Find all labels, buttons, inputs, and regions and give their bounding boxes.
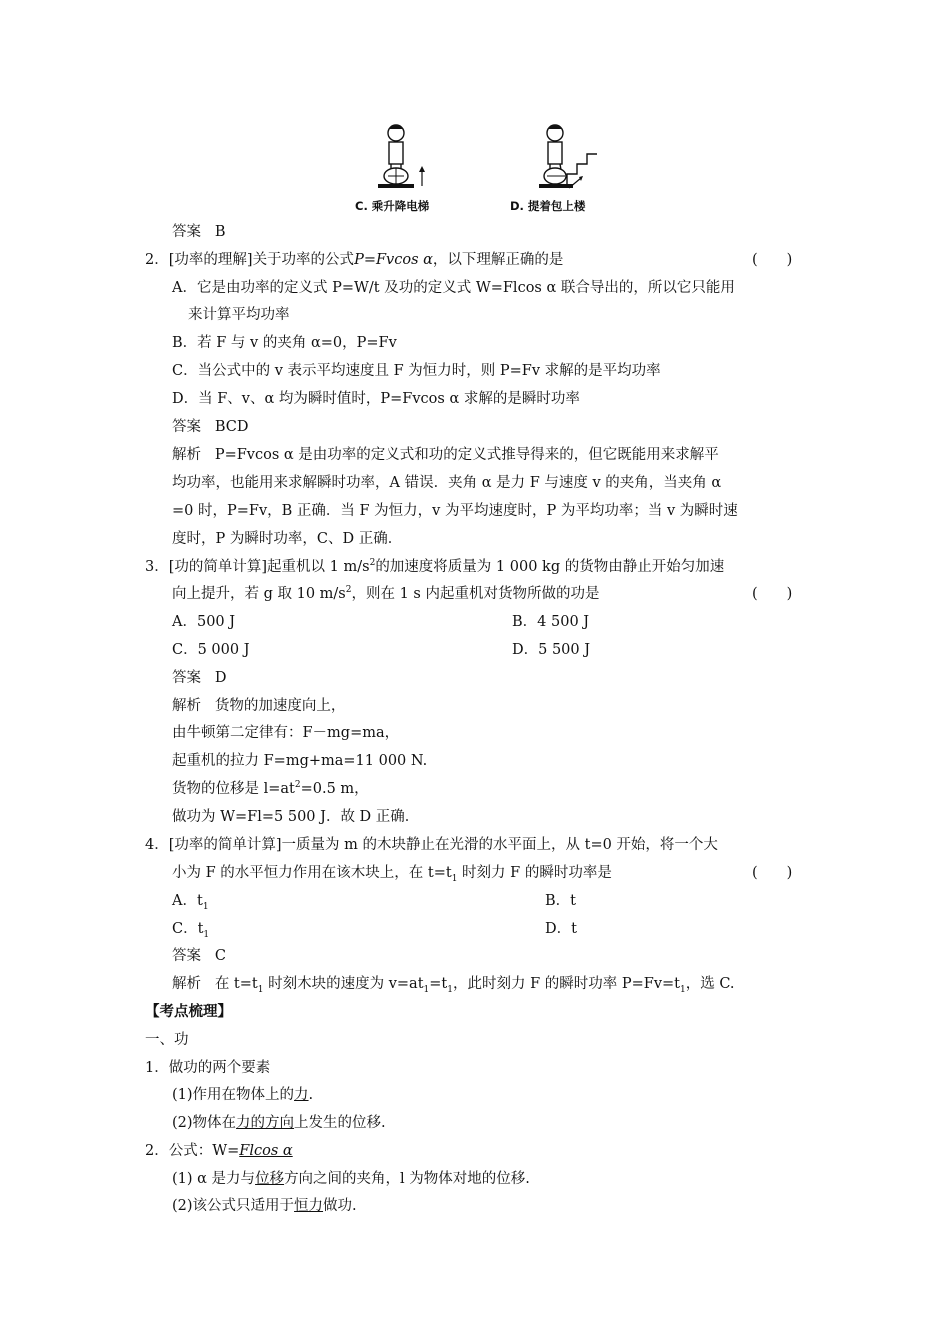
figure-stairs	[535, 120, 605, 196]
q2-explanation-line3: =0 时，P=Fv，B 正确．当 F 为恒力，v 为平均速度时，P 为平均功率；当 v 为瞬时速	[172, 503, 738, 519]
q2-option-a-line1: A．它是由功率的定义式 P=W/t 及功的定义式 W=Flcos α 联合导出的，所以它只能用	[172, 280, 735, 296]
q2-explanation-line2: 均功率，也能用来求解瞬时功率，A 错误．夹角 α 是力 F 与速度 v 的夹角，当夹角 α	[172, 475, 722, 491]
answer-value: C	[214, 948, 226, 964]
subscript: 1	[451, 873, 458, 884]
q2-option-b: B．若 F 与 v 的夹角 α=0，P=Fv	[172, 335, 397, 351]
question-text-cont: 时刻力 F 的瞬时功率是	[457, 865, 612, 881]
person-elevator-illustration	[372, 120, 432, 196]
explanation-text: 在 t=t	[214, 976, 258, 992]
question-text: 向上提升，若 g 取 10 m/s	[172, 586, 346, 602]
q2-stem	[145, 250, 563, 270]
question-tag: [功率的理解]	[168, 252, 253, 268]
review-section-title: 一、功	[145, 1032, 189, 1048]
review-item-2	[145, 1141, 293, 1161]
superscript: 2	[369, 558, 376, 569]
q3-explanation-line3: 起重机的拉力 F=mg+ma=11 000 N.	[172, 753, 428, 769]
option-text: C．t	[172, 921, 204, 937]
q3-explanation-line4	[172, 779, 369, 799]
answer-label: 答案	[172, 224, 201, 240]
person-stairs-illustration	[535, 120, 605, 196]
q2-explanation-line1	[172, 445, 719, 465]
answer-value: BCD	[214, 419, 249, 435]
q2-option-a-line2: 来计算平均功率	[188, 307, 290, 323]
review-text: (2)该公式只适用于	[172, 1198, 295, 1214]
superscript: 2	[294, 780, 301, 791]
explanation-text: 货物的位移是 l=at	[172, 781, 295, 797]
q3-option-b: B．4 500 J	[512, 614, 590, 630]
review-text: (2)物体在	[172, 1115, 237, 1131]
q4-option-b: B．t	[545, 893, 576, 909]
q4-stem-line2	[172, 863, 612, 883]
answer-value: B	[214, 224, 226, 240]
question-text: 小为 F 的水平恒力作用在该木块上，在 t=t	[172, 865, 452, 881]
superscript: 2	[345, 585, 352, 596]
figure-d-caption: D. 提着包上楼	[510, 199, 586, 213]
figure-elevator	[372, 120, 432, 196]
q2-option-d: D．当 F、v、α 均为瞬时值时，P=Fvcos α 求解的是瞬时功率	[172, 391, 580, 407]
explanation-text: ，此时刻力 F 的瞬时功率 P=Fv=t	[452, 976, 680, 992]
q2-explanation-line4: 度时，P 为瞬时功率，C、D 正确．	[172, 531, 403, 547]
review-text: 2．公式：W=	[145, 1143, 240, 1159]
subscript: 1	[447, 984, 453, 995]
subscript: 1	[423, 984, 430, 995]
question-text: [功的简单计算]起重机以 1 m/s	[168, 559, 370, 575]
explanation-text-cont: =0.5 m，	[300, 781, 369, 797]
q3-option-d: D．5 500 J	[512, 642, 591, 658]
answer-paren: ( )	[752, 865, 793, 881]
subscript: 1	[202, 901, 209, 912]
option-text: A．t	[172, 893, 203, 909]
q1-answer-line	[172, 222, 225, 242]
explanation-text: P=Fvcos α 是由功率的定义式和功的定义式推导得来的，但它既能用来求解平	[214, 447, 719, 463]
underlined-term: 力的方向	[236, 1115, 295, 1131]
q3-answer-line	[172, 668, 226, 688]
answer-value: D	[214, 670, 227, 686]
explanation-label: 解析	[172, 698, 201, 714]
q2-answer-line	[172, 417, 248, 437]
explanation-label: 解析	[172, 447, 201, 463]
answer-label: 答案	[172, 670, 201, 686]
q3-stem-line1	[145, 557, 724, 577]
question-text-cont: 的加速度将质量为 1 000 kg 的货物由静止开始匀加速	[375, 559, 725, 575]
review-text: (1)作用在物体上的	[172, 1087, 295, 1103]
review-text-end: 做功.	[323, 1198, 357, 1214]
q4-option-a	[172, 891, 209, 911]
review-text-end: .	[308, 1087, 314, 1103]
q4-option-c	[172, 919, 209, 939]
underlined-formula: Flcos α	[239, 1143, 293, 1159]
question-number: 3．	[145, 559, 169, 575]
review-text-end: 上发生的位移.	[294, 1115, 386, 1131]
review-item-1: 1．做功的两个要素	[145, 1060, 271, 1076]
explanation-text: ，选 C.	[685, 976, 735, 992]
review-text-end: 方向之间的夹角，l 为物体对地的位移.	[284, 1171, 530, 1187]
q3-stem-line2	[172, 584, 599, 604]
q4-explanation	[172, 974, 735, 994]
q3-option-c: C．5 000 J	[172, 642, 250, 658]
answer-paren: ( )	[752, 586, 793, 602]
question-text-end: ，以下理解正确的是	[432, 252, 564, 268]
explanation-text: 货物的加速度向上，	[214, 698, 346, 714]
question-text: 关于功率的公式	[252, 252, 355, 268]
question-number: 4．	[145, 837, 169, 853]
question-text-cont: ，则在 1 s 内起重机对货物所做的功是	[351, 586, 600, 602]
q3-explanation-line2: 由牛顿第二定律有：F－mg=ma，	[172, 725, 400, 741]
subscript: 1	[680, 984, 686, 995]
subscript: 1	[257, 984, 264, 995]
subscript: 1	[203, 929, 210, 940]
q4-stem-line1	[145, 835, 718, 855]
underlined-term: 恒力	[294, 1198, 324, 1214]
question-text: [功率的简单计算]一质量为 m 的木块静止在光滑的水平面上，从 t=0 开始，将一个大	[168, 837, 718, 853]
explanation-label: 解析	[172, 976, 201, 992]
figure-c-caption: C. 乘升降电梯	[355, 199, 430, 213]
answer-label: 答案	[172, 419, 201, 435]
q2-option-c: C．当公式中的 v 表示平均速度且 F 为恒力时，则 P=Fv 求解的是平均功率	[172, 363, 661, 379]
q3-explanation-line5: 做功为 W=Fl=5 500 J．故 D 正确．	[172, 809, 420, 825]
q4-answer-line	[172, 946, 226, 966]
q4-option-d: D．t	[545, 921, 577, 937]
q3-explanation-line1	[172, 696, 345, 716]
explanation-text: 时刻木块的速度为 v=at	[263, 976, 424, 992]
review-item-1-2	[172, 1113, 386, 1133]
answer-label: 答案	[172, 948, 201, 964]
review-item-1-1	[172, 1085, 313, 1105]
formula: P=Fvcos α	[354, 252, 433, 268]
underlined-term: 力	[294, 1087, 309, 1103]
q3-option-a: A．500 J	[172, 614, 236, 630]
explanation-text: =t	[429, 976, 448, 992]
question-number: 2．	[145, 252, 169, 268]
answer-paren: ( )	[752, 252, 793, 268]
review-item-2-1	[172, 1169, 530, 1189]
review-text: (1) α 是力与	[172, 1171, 256, 1187]
review-heading: 【考点梳理】	[145, 1003, 232, 1020]
underlined-term: 位移	[255, 1171, 285, 1187]
review-item-2-2	[172, 1196, 357, 1216]
